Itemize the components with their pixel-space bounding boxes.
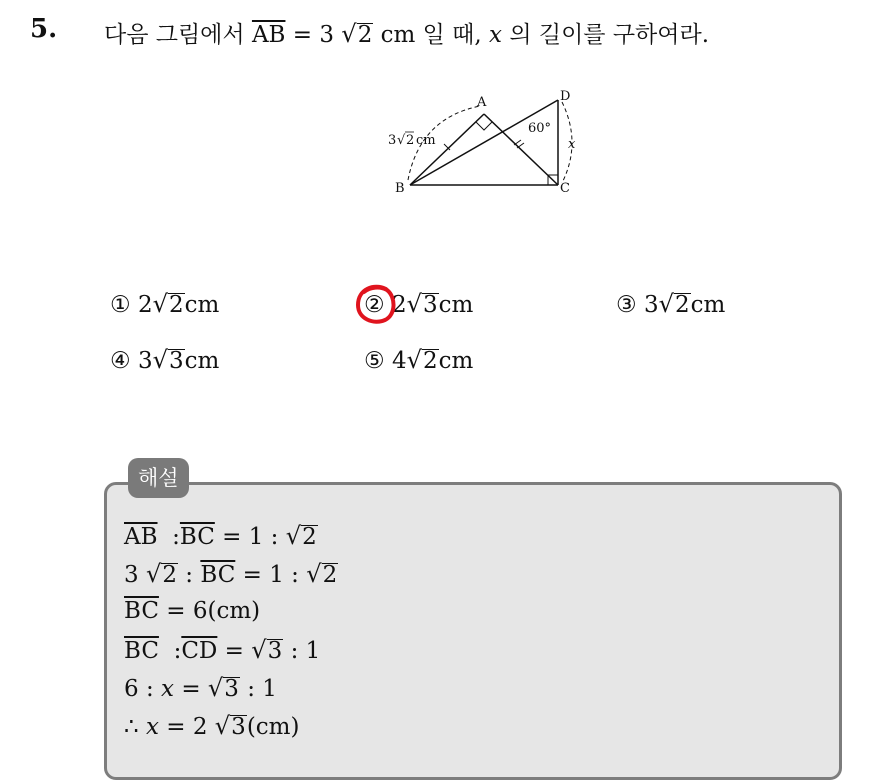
sqrt-icon: √ xyxy=(285,522,302,550)
eq: = xyxy=(224,638,244,664)
tick-ac-icon-1 xyxy=(514,140,521,145)
question-text-post: 의 길이를 구하여라. xyxy=(509,22,710,48)
seg-bc: $\overline{BC}$ xyxy=(124,598,159,624)
var: x xyxy=(145,714,159,740)
solution-line-4 xyxy=(124,636,320,664)
sqrt-icon: √ xyxy=(207,674,224,702)
label-ab-sqrt-icon: √ xyxy=(397,133,406,148)
question-text-mid: 일 때, xyxy=(422,22,482,48)
choice-2-rad: 3 xyxy=(422,292,438,318)
choice-4-rad: 3 xyxy=(168,348,184,374)
choice-1-coef: 2 xyxy=(137,292,153,318)
solution-line-3 xyxy=(124,598,260,624)
choice-5-coef: 4 xyxy=(391,348,407,374)
label-x: x xyxy=(568,137,576,152)
choice-2[interactable] xyxy=(364,290,473,318)
colon: : xyxy=(185,562,194,588)
choice-2-unit: cm xyxy=(438,292,474,318)
rad: 3 xyxy=(231,714,246,740)
coef: 3 xyxy=(124,562,139,588)
choice-3-num: ③ xyxy=(616,292,637,318)
choice-3-unit: cm xyxy=(690,292,726,318)
var: x xyxy=(161,676,174,702)
sqrt-icon: √ xyxy=(214,712,231,740)
label-b: B xyxy=(395,181,405,196)
seg-bc: $\overline{BC}$ xyxy=(124,638,159,664)
choice-1[interactable] xyxy=(110,290,219,318)
choice-1-rad: 2 xyxy=(168,292,184,318)
choice-5-num: ⑤ xyxy=(364,348,385,374)
choice-5[interactable] xyxy=(364,346,473,374)
seg-ab: $\overline{AB}$ xyxy=(124,524,158,550)
question-unit: cm xyxy=(380,22,416,48)
eq: = 2 xyxy=(166,714,208,740)
selected-circle-icon xyxy=(352,283,400,327)
tick-ac-icon-2 xyxy=(517,143,524,148)
label-angle: 60° xyxy=(528,121,552,136)
solution-line-6 xyxy=(124,712,299,740)
unit: (cm) xyxy=(246,714,300,740)
seg-bc: $\overline{BC}$ xyxy=(200,562,236,588)
sqrt-icon: √ xyxy=(152,346,168,374)
triangle-figure xyxy=(380,88,600,203)
label-a: A xyxy=(477,95,487,110)
right-angle-a-icon xyxy=(476,122,492,130)
solution-line-5 xyxy=(124,674,277,702)
question-number: 5. xyxy=(30,14,58,44)
choice-5-unit: cm xyxy=(438,348,474,374)
choice-4-coef: 3 xyxy=(137,348,153,374)
rad: 2 xyxy=(302,524,317,550)
label-ab-coef: 3 xyxy=(388,133,397,148)
label-c: C xyxy=(560,181,570,196)
rad: 2 xyxy=(162,562,177,588)
question-var: x xyxy=(489,22,503,48)
label-ab-unit: cm xyxy=(416,133,436,148)
rhs: = 1 : xyxy=(242,562,299,588)
question-text xyxy=(104,16,709,49)
question-eq: = 3 xyxy=(292,22,334,48)
sqrt-icon: √ xyxy=(152,290,168,318)
rad: 3 xyxy=(224,676,239,702)
rhs: = 1 : xyxy=(222,524,279,550)
sqrt-icon: √ xyxy=(251,636,267,664)
lhs: 6 : xyxy=(124,676,154,702)
choice-1-num: ① xyxy=(110,292,131,318)
colon: : xyxy=(172,524,180,550)
seg-bc: $\overline{BC}$ xyxy=(179,524,215,550)
therefore-icon: ∴ xyxy=(124,714,139,740)
solution-line-2 xyxy=(124,560,338,588)
segment-ab: $\overline{AB}$ xyxy=(251,22,286,48)
rad: 3 xyxy=(267,638,283,664)
question-text-pre: 다음 그림에서 xyxy=(104,22,245,48)
sqrt-icon: √ xyxy=(406,346,422,374)
choice-1-unit: cm xyxy=(184,292,220,318)
sqrt-value: 2 xyxy=(357,22,373,48)
label-ab-rad: 2 xyxy=(406,133,415,148)
sqrt-icon: √ xyxy=(145,560,162,588)
eq: = xyxy=(181,676,201,702)
sqrt-icon: √ xyxy=(306,560,322,588)
rad: 2 xyxy=(322,562,338,588)
sqrt-icon: √ xyxy=(341,20,357,48)
choice-2-num: ② xyxy=(364,292,385,318)
solution-line-1 xyxy=(124,522,318,550)
sqrt-icon: √ xyxy=(658,290,674,318)
rhs: : 1 xyxy=(247,676,277,702)
choice-4[interactable] xyxy=(110,346,219,374)
sqrt-icon: √ xyxy=(406,290,422,318)
choice-4-num: ④ xyxy=(110,348,131,374)
rhs: = 6(cm) xyxy=(166,598,261,624)
choice-3-rad: 2 xyxy=(674,292,690,318)
choice-5-rad: 2 xyxy=(422,348,438,374)
colon: : xyxy=(173,638,182,664)
choice-4-unit: cm xyxy=(184,348,220,374)
choice-3-coef: 3 xyxy=(643,292,659,318)
choice-2-coef: 2 xyxy=(391,292,407,318)
rhs: : 1 xyxy=(290,638,321,664)
label-d: D xyxy=(560,89,571,104)
seg-cd: $\overline{CD}$ xyxy=(181,638,218,664)
solution-tag: 해설 xyxy=(128,458,189,498)
choice-3[interactable] xyxy=(616,290,725,318)
